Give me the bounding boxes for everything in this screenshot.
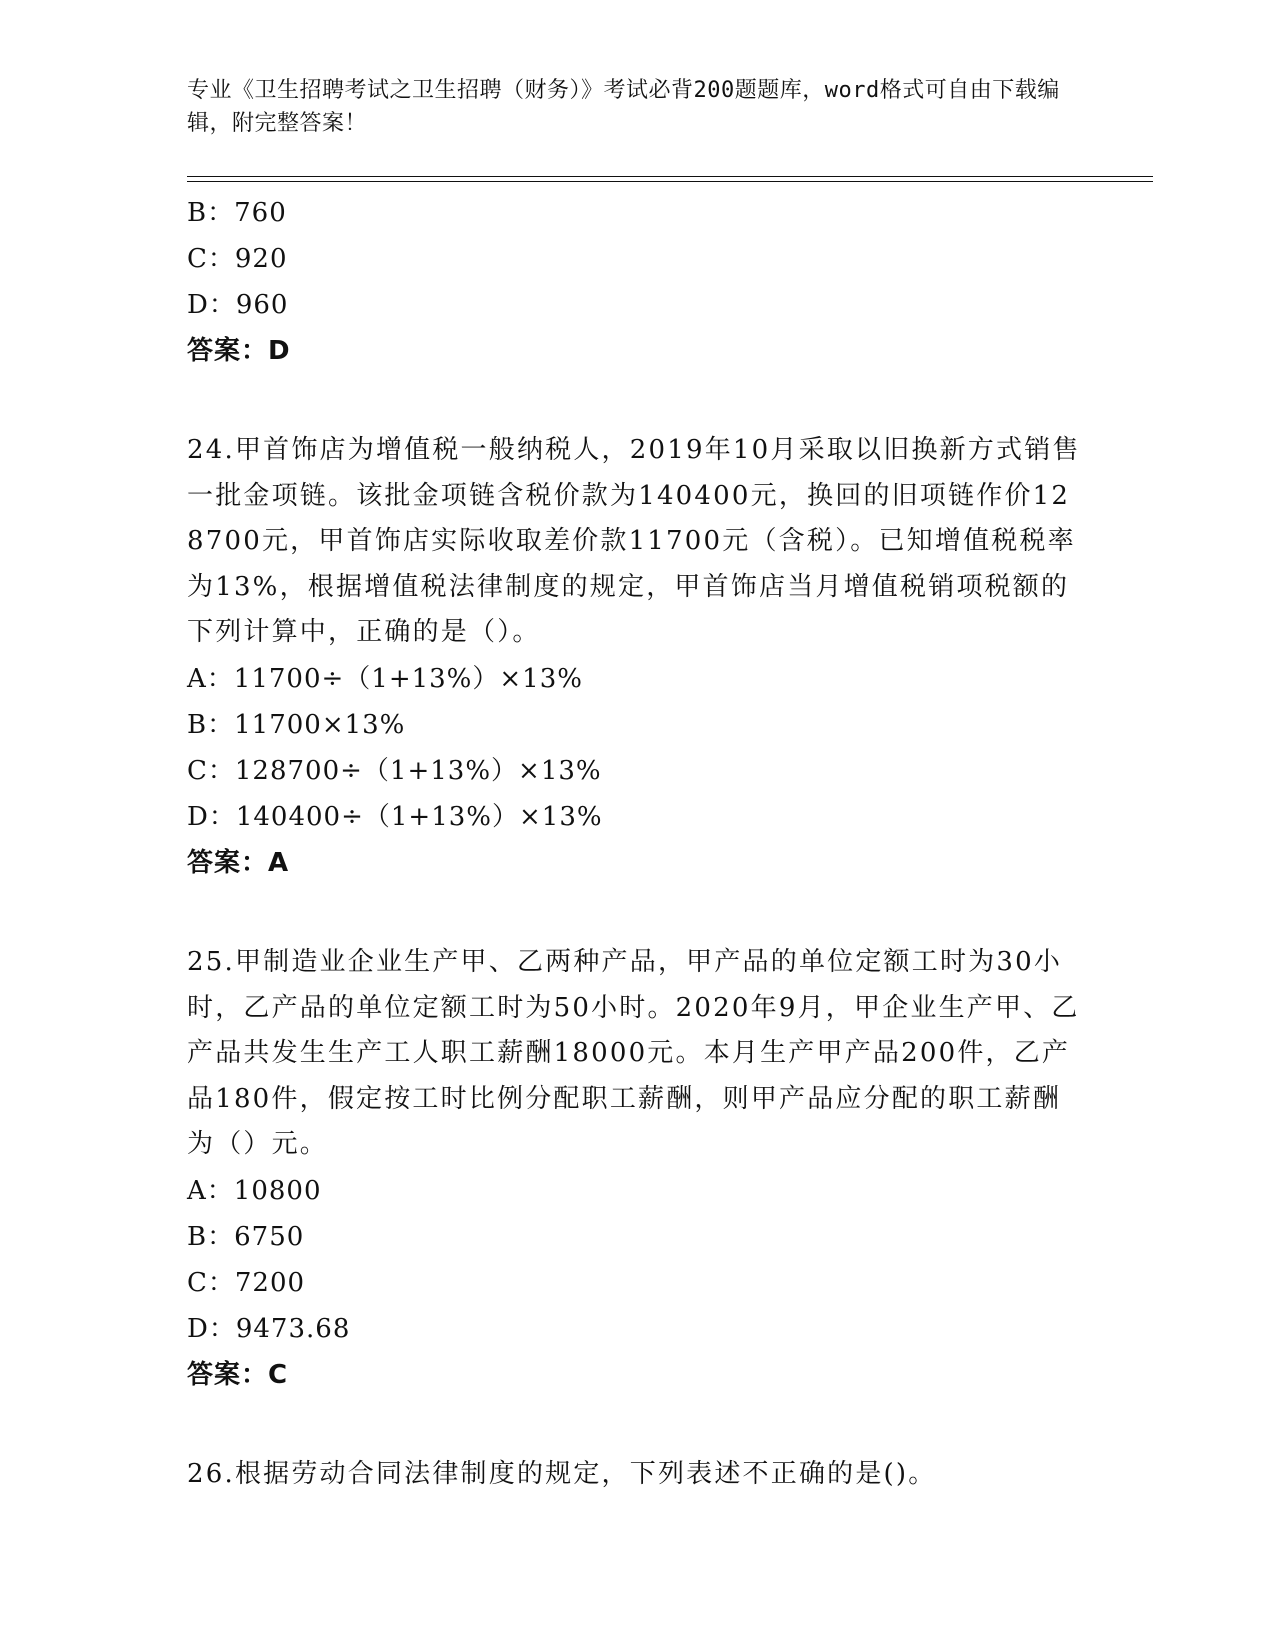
answer-label: 答案：D — [187, 336, 291, 366]
answer-label: 答案：A — [187, 847, 290, 878]
option-a: A：10800 — [187, 1175, 322, 1206]
page-header: 专业《卫生招聘考试之卫生招聘（财务）》考试必背200题题库，word格式可自由下载编辑，附完整答案！ — [187, 78, 1060, 136]
question-25 — [187, 940, 1087, 1398]
question-stem: 24.甲首饰店为增值税一般纳税人，2019年10月采取以旧换新方式销售一批金项链。该批金项链含税价款为140400元，换回的旧项链作价128700元，甲首饰店实际收取差价款11700元（含税）。已知增值税税率为13%，根据增值税法律制度的规定，甲首饰店当月增值税销项税额的下列计算中，正确的是（）。 — [187, 435, 1081, 648]
option-b: B：11700×13% — [187, 709, 406, 740]
question-list — [187, 190, 1087, 1498]
option-c: C：128700÷（1+13%）×13% — [187, 755, 602, 786]
answer-label: 答案：C — [187, 1359, 289, 1390]
spacer — [187, 1398, 1087, 1452]
question-stem: 26.根据劳动合同法律制度的规定，下列表述不正确的是()。 — [187, 1458, 937, 1489]
question-26 — [187, 1452, 1087, 1498]
option-d: D：9473.68 — [187, 1313, 351, 1344]
question-23 — [187, 190, 1087, 374]
question-stem: 25.甲制造业企业生产甲、乙两种产品，甲产品的单位定额工时为30小时，乙产品的单位定额工时为50小时。2020年9月，甲企业生产甲、乙产品共发生生产工人职工薪酬18000元。本月生产甲产品200件，乙产品180件，假定按工时比例分配职工薪酬，则甲产品应分配的职工薪酬为（）元。 — [187, 946, 1080, 1160]
option-a: A：11700÷（1+13%）×13% — [187, 663, 583, 694]
header-rule-top — [187, 176, 1153, 177]
option-d: D：140400÷（1+13%）×13% — [187, 801, 603, 832]
header-rule-bottom — [187, 181, 1153, 182]
option-b: B：6750 — [187, 1221, 305, 1252]
option-d: D：960 — [187, 290, 289, 320]
option-c: C：920 — [187, 244, 288, 274]
option-c: C：7200 — [187, 1267, 306, 1298]
spacer — [187, 374, 1087, 428]
question-24 — [187, 428, 1087, 886]
option-b: B：760 — [187, 198, 287, 228]
spacer — [187, 886, 1087, 940]
